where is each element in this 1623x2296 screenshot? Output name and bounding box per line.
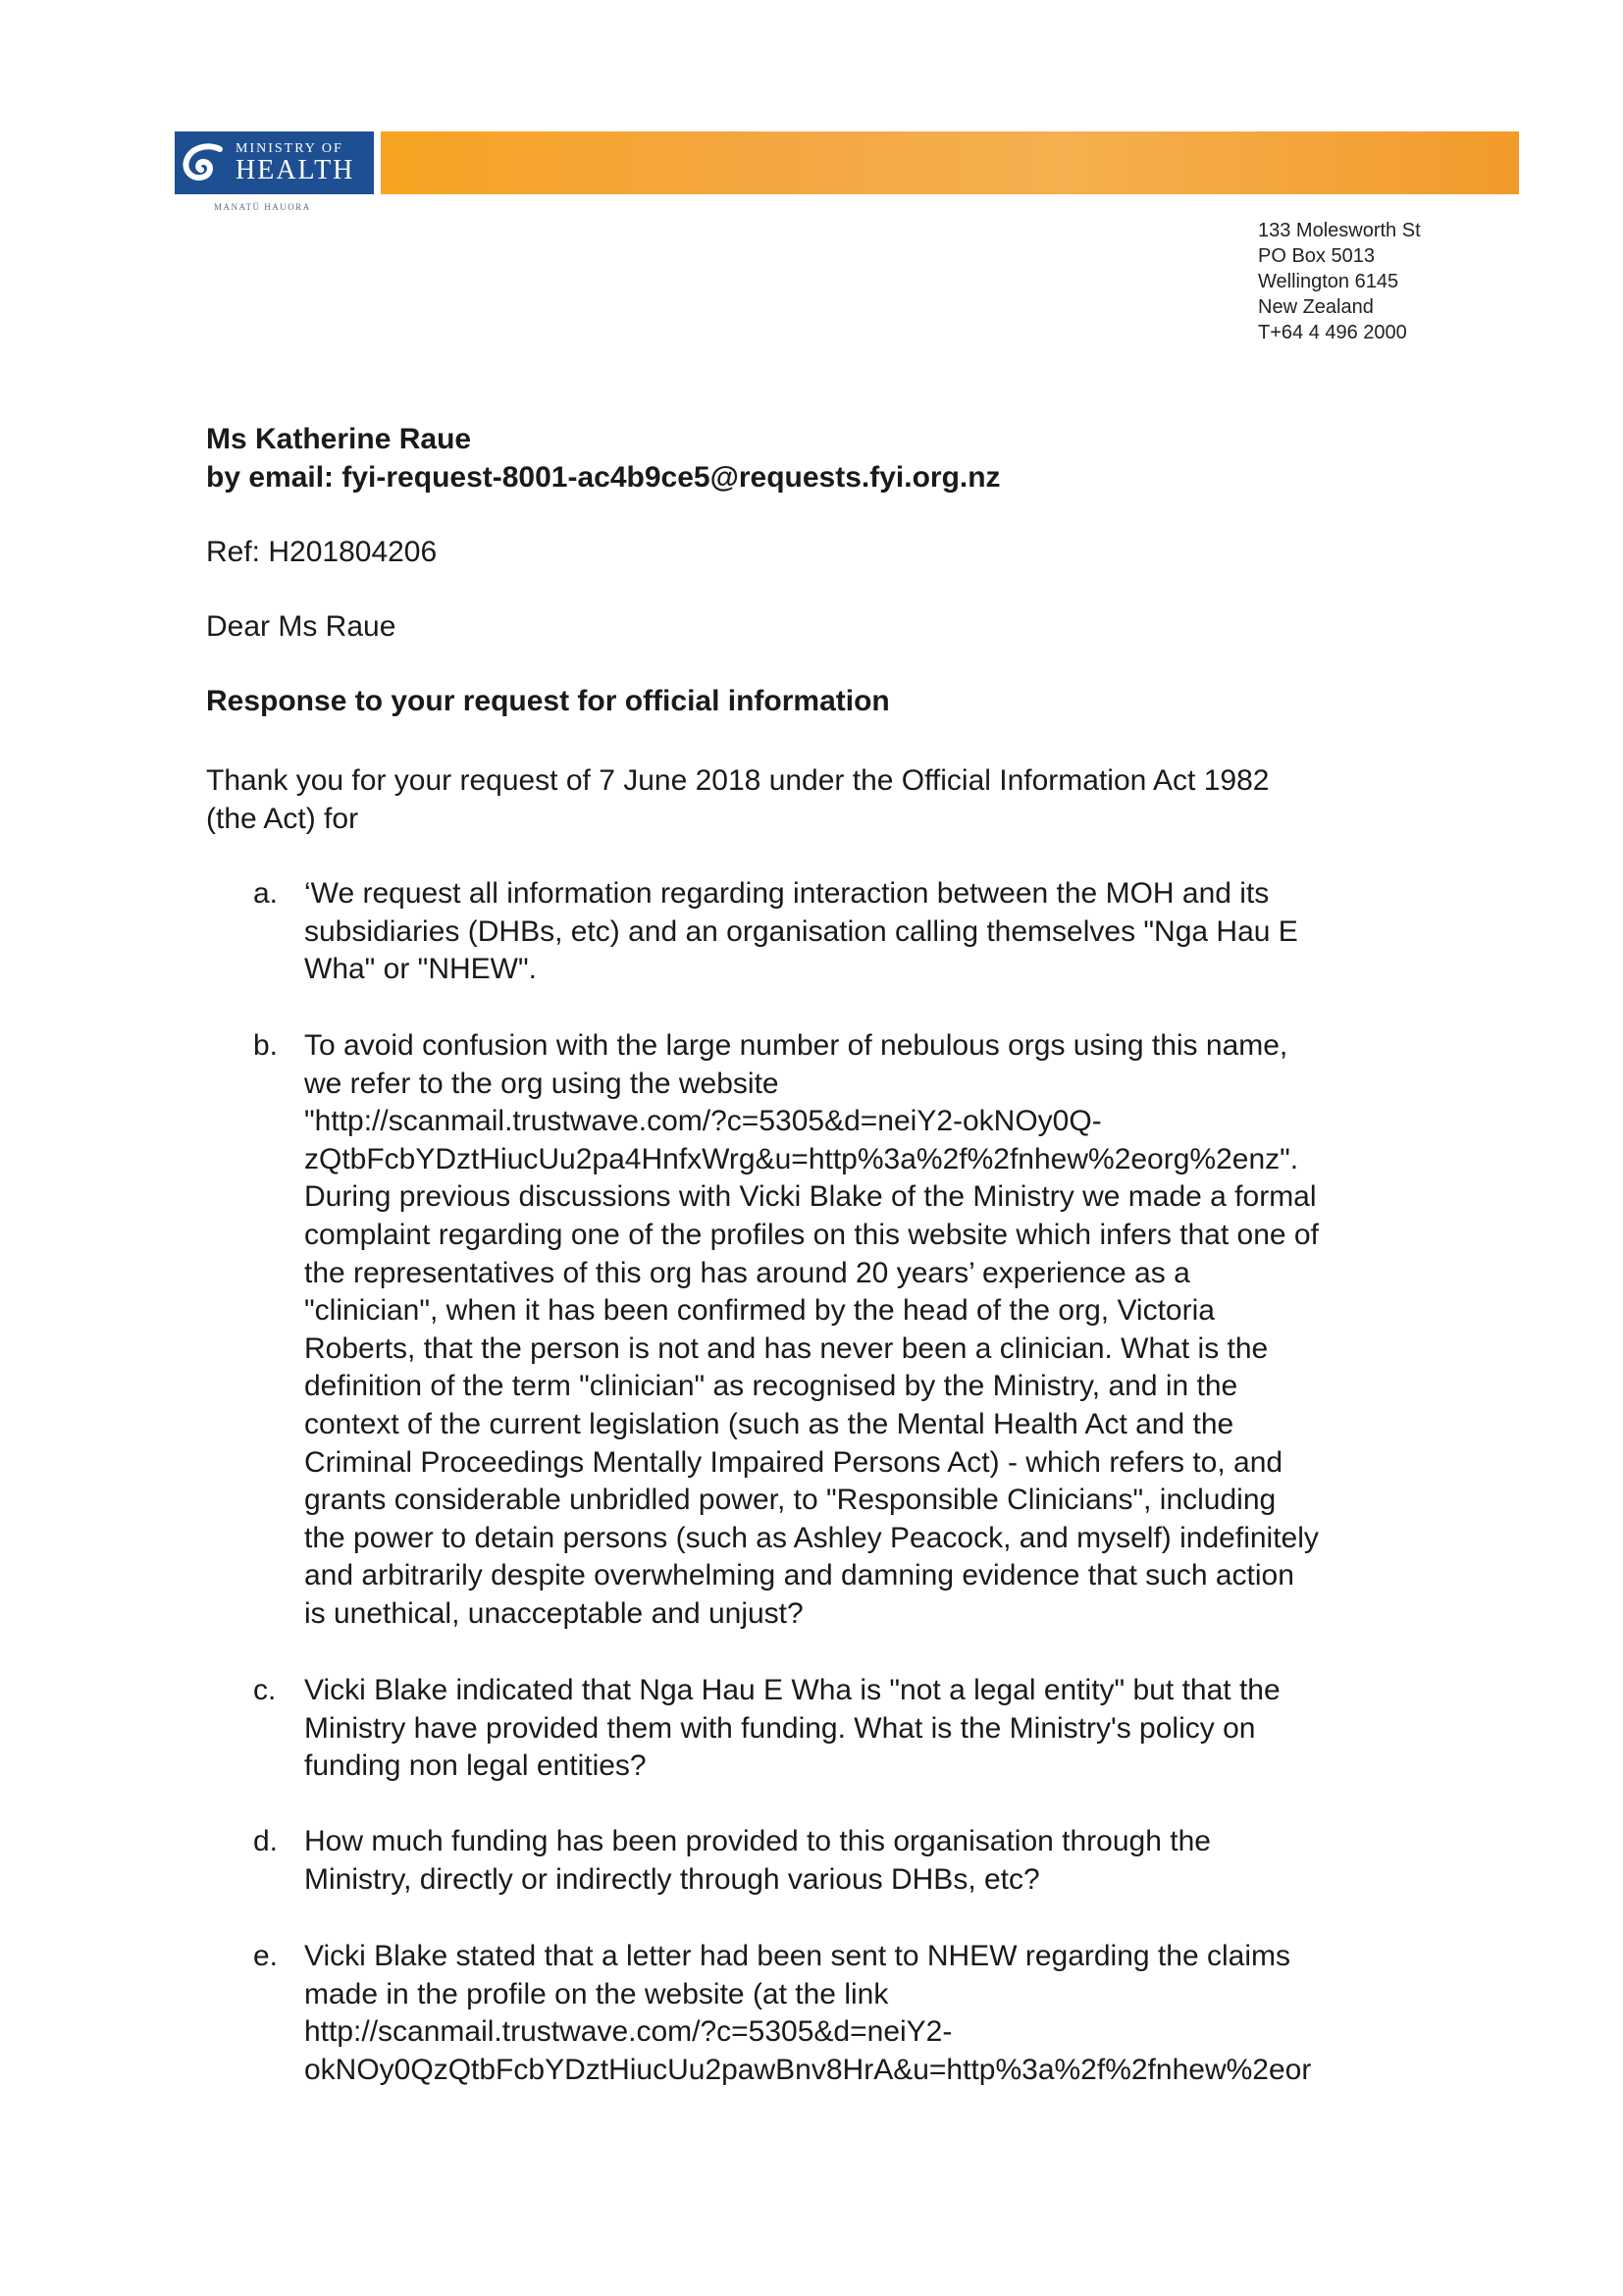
koru-icon (175, 133, 234, 192)
text-line: subsidiaries (DHBs, etc) and an organisation calling themselves "Nga Hau E (304, 914, 1298, 948)
text-line: "http://scanmail.trustwave.com/?c=5305&d=neiY2-okNOy0Q- (304, 1105, 1102, 1138)
text-line: grants considerable unbridled power, to "Responsible Clinicians", including (304, 1484, 1277, 1517)
list-item-text (304, 1938, 1482, 2089)
address-po-box: PO Box 5013 (1258, 245, 1375, 267)
list-marker: a. (253, 877, 279, 910)
list-marker: c. (253, 1674, 277, 1706)
intro-line: (the Act) for (206, 803, 359, 835)
text-line: definition of the term "clinician" as recognised by the Ministry, and in the (304, 1370, 1238, 1403)
list-item-text (304, 1823, 1482, 1899)
text-line: okNOy0QzQtbFcbYDztHiucUu2pawBnv8HrA&u=http%3a%2f%2fnhew%2eor (304, 2053, 1312, 2086)
logo-line2: HEALTH (236, 155, 355, 185)
logo-subtitle: MANATŪ HAUORA (214, 202, 311, 212)
list-item (253, 1938, 1482, 2089)
list-item-text (304, 1027, 1482, 1634)
logo-wordmark (236, 141, 354, 184)
text-line: Ministry, directly or indirectly through various DHBs, etc? (304, 1862, 1040, 1896)
list-item (253, 1027, 1482, 1634)
text-line: funding non legal entities? (304, 1749, 647, 1783)
text-line: "clinician", when it has been confirmed by the head of the org, Victoria (304, 1294, 1215, 1328)
address-country: New Zealand (1258, 296, 1374, 318)
text-line: Vicki Blake indicated that Nga Hau E Wha is "not a legal entity" but that the (304, 1674, 1281, 1706)
intro-line: Thank you for your request of 7 June 2018 under the Official Information Act 1982 (206, 764, 1270, 797)
text-line: context of the current legislation (such as the Mental Health Act and the (304, 1407, 1234, 1440)
list-marker: b. (253, 1029, 279, 1062)
salutation: Dear Ms Raue (206, 610, 396, 643)
list-item (253, 875, 1482, 989)
list-item (253, 1823, 1482, 1899)
subject-heading: Response to your request for official information (206, 685, 890, 717)
list-item-text (304, 875, 1482, 989)
text-line: ‘We request all information regarding interaction between the MOH and its (304, 877, 1270, 910)
list-item (253, 1672, 1482, 1786)
logo-line1: MINISTRY OF (236, 141, 343, 156)
text-line: Vicki Blake stated that a letter had been sent to NHEW regarding the claims (304, 1940, 1290, 1972)
address-city: Wellington 6145 (1258, 271, 1399, 292)
text-line: How much funding has been provided to this organisation through the (304, 1825, 1211, 1857)
recipient-email: by email: fyi-request-8001-ac4b9ce5@requests.fyi.org.nz (206, 461, 1001, 494)
recipient-block (206, 420, 1001, 496)
text-line: http://scanmail.trustwave.com/?c=5305&d=neiY2- (304, 2015, 953, 2049)
text-line: Criminal Proceedings Mentally Impaired Persons Act) - which refers to, and (304, 1445, 1283, 1479)
header-banner (381, 131, 1519, 194)
recipient-name: Ms Katherine Raue (206, 423, 472, 455)
text-line: zQtbFcbYDztHiucUu2pa4HnfxWrg&u=http%3a%2f%2fnhew%2eorg%2enz". (304, 1142, 1299, 1175)
text-line: Roberts, that the person is not and has never been a clinician. What is the (304, 1331, 1269, 1365)
text-line: complaint regarding one of the profiles on this website which infers that one of (304, 1218, 1319, 1251)
intro-paragraph (206, 761, 1482, 838)
text-line: the power to detain persons (such as Ashley Peacock, and myself) indefinitely (304, 1521, 1319, 1554)
text-line: we refer to the org using the website (304, 1067, 779, 1100)
text-line: and arbitrarily despite overwhelming and damning evidence that such action (304, 1559, 1294, 1592)
reference-number: Ref: H201804206 (206, 536, 438, 568)
address-phone: T+64 4 496 2000 (1258, 322, 1407, 343)
text-line: the representatives of this org has around 20 years’ experience as a (304, 1256, 1190, 1289)
text-line: is unethical, unacceptable and unjust? (304, 1596, 804, 1630)
list-marker: d. (253, 1825, 279, 1857)
list-item-text (304, 1672, 1482, 1786)
address-street: 133 Molesworth St (1258, 220, 1421, 241)
text-line: During previous discussions with Vicki Blake of the Ministry we made a formal (304, 1180, 1317, 1214)
text-line: Wha" or "NHEW". (304, 953, 537, 986)
sender-address (1258, 218, 1421, 345)
text-line: To avoid confusion with the large number of nebulous orgs using this name, (304, 1029, 1288, 1062)
ministry-logo (175, 131, 374, 194)
list-marker: e. (253, 1940, 279, 1972)
text-line: made in the profile on the website (at the link (304, 1977, 889, 2010)
text-line: Ministry have provided them with funding. What is the Ministry's policy on (304, 1711, 1256, 1745)
